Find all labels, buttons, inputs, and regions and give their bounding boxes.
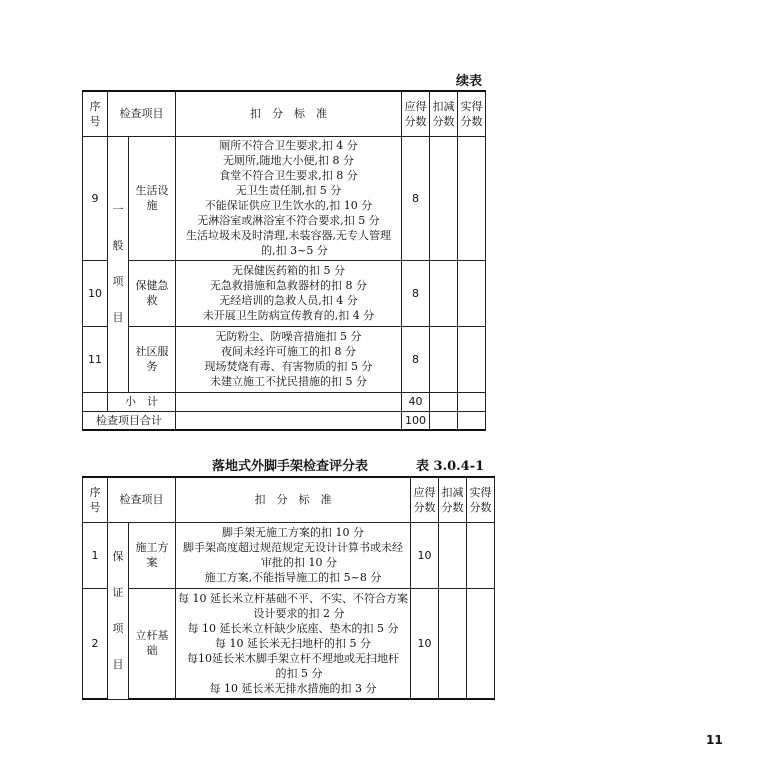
row-item: 立杆基础 xyxy=(129,588,176,699)
total-label: 检查项目合计 xyxy=(83,411,176,430)
standard-line: 生活垃圾未及时清理,未装容器,无专人管理 xyxy=(186,229,391,242)
total-actual xyxy=(458,411,486,430)
header-deduct-score: 扣减分数 xyxy=(439,477,467,522)
standard-line: 未开展卫生防病宣传教育的,扣 4 分 xyxy=(202,309,375,322)
standard-line: 的,扣 3~5 分 xyxy=(261,244,328,257)
category-char: 项 xyxy=(112,275,124,288)
row-deduct-score xyxy=(430,260,458,326)
category-char: 目 xyxy=(112,311,124,324)
row-standard xyxy=(176,588,411,699)
row-deduct-score xyxy=(430,326,458,392)
table-row xyxy=(83,326,486,392)
row-standard xyxy=(176,522,411,588)
total-row xyxy=(83,411,486,430)
row-deduct-score xyxy=(439,522,467,588)
row-due-score: 10 xyxy=(411,522,439,588)
row-due-score: 8 xyxy=(402,136,430,260)
row-actual-score xyxy=(458,136,486,260)
standard-line: 脚手架无施工方案的扣 10 分 xyxy=(222,526,364,539)
row-actual-score xyxy=(467,588,495,699)
row-deduct-score xyxy=(430,136,458,260)
header-seq: 序号 xyxy=(83,477,108,522)
header-item: 检查项目 xyxy=(108,91,176,136)
row-item: 社区服务 xyxy=(129,326,176,392)
row-standard xyxy=(176,326,402,392)
row-item: 施工方案 xyxy=(129,522,176,588)
row-due-score: 10 xyxy=(411,588,439,699)
row-due-score: 8 xyxy=(402,326,430,392)
standard-line: 每 10 延长米无排水措施的扣 3 分 xyxy=(209,681,377,695)
standard-line: 无经培训的急救人员,扣 4 分 xyxy=(219,294,358,307)
category-char: 证 xyxy=(112,585,124,599)
standard-line: 每 10 延长米立杆缺少底座、垫木的扣 5 分 xyxy=(187,621,399,635)
category-char: 项 xyxy=(112,621,124,635)
row-item: 保健急救 xyxy=(129,260,176,326)
standard-line: 每10延长米木脚手架立杆不埋地或无扫地杆 xyxy=(187,651,399,665)
standard-line: 无急救措施和急救器材的扣 8 分 xyxy=(210,279,367,292)
row-seq: 11 xyxy=(83,326,108,392)
subtotal-seq-blank xyxy=(83,392,108,411)
standard-line: 每 10 延长米立杆基础不平、不实、不符合方案 xyxy=(178,591,408,605)
total-deduct xyxy=(430,411,458,430)
header-due-score: 应得分数 xyxy=(411,477,439,522)
header-standard: 扣 分 标 准 xyxy=(176,477,411,522)
row-actual-score xyxy=(467,522,495,588)
scaffold-inspection-table xyxy=(82,476,495,700)
subtotal-score: 40 xyxy=(402,392,430,411)
header-actual-score: 实得分数 xyxy=(458,91,486,136)
header-item: 检查项目 xyxy=(108,477,176,522)
row-seq: 9 xyxy=(83,136,108,260)
standard-line: 的扣 5 分 xyxy=(275,666,323,680)
header-row xyxy=(83,91,486,136)
row-item: 生活设施 xyxy=(129,136,176,260)
table2-number: 表 3.0.4-1 xyxy=(416,459,485,474)
table-row xyxy=(83,522,495,588)
subtotal-deduct xyxy=(430,392,458,411)
row-seq: 2 xyxy=(83,588,108,699)
table-row xyxy=(83,588,495,699)
row-deduct-score xyxy=(439,588,467,699)
standard-line: 设计要求的扣 2 分 xyxy=(253,606,345,620)
category-char: 目 xyxy=(112,657,124,671)
row-standard xyxy=(176,136,402,260)
standard-line: 无淋浴室或淋浴室不符合要求,扣 5 分 xyxy=(197,214,380,227)
table-row xyxy=(83,260,486,326)
continued-label: 续表 xyxy=(456,74,483,89)
standard-line: 现场焚烧有毒、有害物质的扣 5 分 xyxy=(204,360,373,373)
table-row xyxy=(83,136,486,260)
header-row xyxy=(83,477,495,522)
row-actual-score xyxy=(458,260,486,326)
header-due-score: 应得分数 xyxy=(402,91,430,136)
standard-line: 未建立施工不扰民措施的扣 5 分 xyxy=(210,375,367,388)
category-cell xyxy=(108,522,129,699)
row-standard xyxy=(176,260,402,326)
category-char: 般 xyxy=(112,239,124,252)
category-char: 保 xyxy=(112,549,124,563)
standard-line: 无防粉尘、防噪音措施扣 5 分 xyxy=(215,330,362,343)
subtotal-label: 小 计 xyxy=(108,392,176,411)
subtotal-actual xyxy=(458,392,486,411)
standard-line: 无卫生责任制,扣 5 分 xyxy=(235,184,342,197)
row-seq: 1 xyxy=(83,522,108,588)
standard-line: 施工方案,不能指导施工的扣 5~8 分 xyxy=(204,571,382,584)
standard-line: 厕所不符合卫生要求,扣 4 分 xyxy=(219,139,358,152)
category-char: 一 xyxy=(112,203,124,216)
standard-line: 每 10 延长米无扫地杆的扣 5 分 xyxy=(215,636,371,650)
standard-line: 不能保证供应卫生饮水的,扣 10 分 xyxy=(204,199,373,212)
row-actual-score xyxy=(458,326,486,392)
header-actual-score: 实得分数 xyxy=(467,477,495,522)
header-standard: 扣 分 标 准 xyxy=(176,91,402,136)
table2-title: 落地式外脚手架检查评分表 xyxy=(212,459,369,474)
standard-line: 无厕所,随地大小便,扣 8 分 xyxy=(223,154,354,167)
total-standard-blank xyxy=(176,411,402,430)
standard-line: 脚手架高度超过规范规定无设计计算书或未经 xyxy=(183,541,403,554)
header-seq: 序号 xyxy=(83,91,108,136)
page-number: 11 xyxy=(706,733,723,747)
inspection-table-continued xyxy=(82,90,486,431)
standard-line: 食堂不符合卫生要求,扣 8 分 xyxy=(219,169,358,182)
header-deduct-score: 扣减分数 xyxy=(430,91,458,136)
subtotal-standard-blank xyxy=(176,392,402,411)
category-cell xyxy=(108,136,129,392)
standard-line: 审批的扣 10 分 xyxy=(261,556,337,569)
row-seq: 10 xyxy=(83,260,108,326)
row-due-score: 8 xyxy=(402,260,430,326)
standard-line: 无保健医药箱的扣 5 分 xyxy=(232,264,345,277)
subtotal-row xyxy=(83,392,486,411)
total-score: 100 xyxy=(402,411,430,430)
standard-line: 夜间未经许可施工的扣 8 分 xyxy=(221,345,356,358)
